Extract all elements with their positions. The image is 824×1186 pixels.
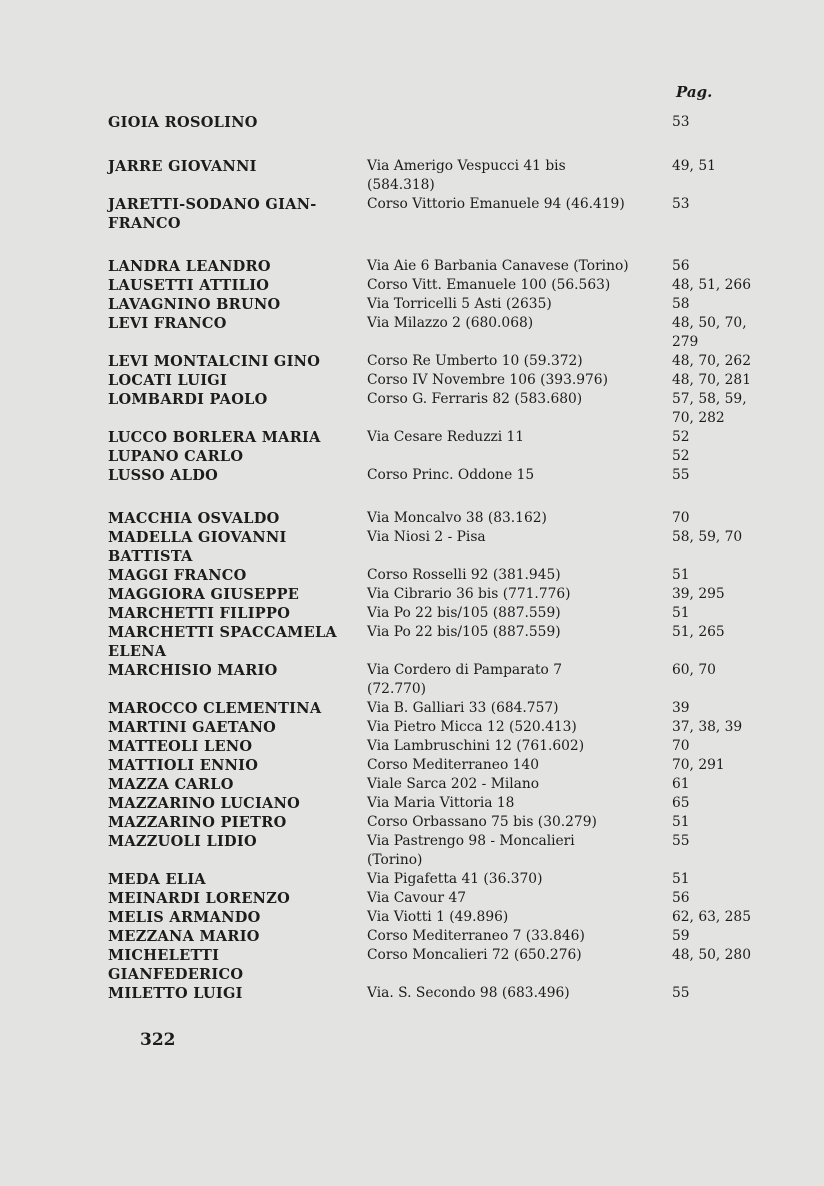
index-row xyxy=(0,585,824,605)
entry-name: MICHELETTI xyxy=(108,947,220,964)
index-row xyxy=(0,870,824,890)
entry-name: MEZZANA MARIO xyxy=(108,928,260,945)
index-row xyxy=(0,775,824,795)
entry-address: (72.770) xyxy=(367,681,427,697)
entry-address: Corso Moncalieri 72 (650.276) xyxy=(367,947,582,963)
entry-address: Via Viotti 1 (49.896) xyxy=(367,909,509,925)
index-row xyxy=(0,699,824,719)
entry-address: Corso Vitt. Emanuele 100 (56.563) xyxy=(367,277,611,293)
entry-name: LANDRA LEANDRO xyxy=(108,258,271,275)
index-row xyxy=(0,547,824,567)
index-row xyxy=(0,509,824,529)
index-row xyxy=(0,984,824,1004)
entry-address: Via Cesare Reduzzi 11 xyxy=(367,429,525,445)
entry-address: Via Cibrario 36 bis (771.776) xyxy=(367,586,571,602)
entry-name: MAZZARINO PIETRO xyxy=(108,814,287,831)
index-row xyxy=(0,851,824,871)
entry-address: Via Pastrengo 98 - Moncalieri xyxy=(367,833,575,849)
entry-pages: 70, 282 xyxy=(672,410,725,426)
entry-address: Corso Re Umberto 10 (59.372) xyxy=(367,353,583,369)
entry-pages: 37, 38, 39 xyxy=(672,719,743,735)
index-row xyxy=(0,352,824,372)
pag-column-label: Pag. xyxy=(676,83,713,101)
index-row xyxy=(0,528,824,548)
entry-address: Corso IV Novembre 106 (393.976) xyxy=(367,372,608,388)
entry-address: Via Lambruschini 12 (761.602) xyxy=(367,738,585,754)
entry-name: MEINARDI LORENZO xyxy=(108,890,291,907)
entry-name: LEVI FRANCO xyxy=(108,315,227,332)
entry-pages: 53 xyxy=(672,114,690,130)
entry-address: (Torino) xyxy=(367,852,423,868)
index-row xyxy=(0,409,824,429)
entry-address: Via Po 22 bis/105 (887.559) xyxy=(367,624,561,640)
index-row xyxy=(0,566,824,586)
entry-pages: 55 xyxy=(672,833,690,849)
entry-pages: 56 xyxy=(672,890,690,906)
index-row xyxy=(0,927,824,947)
index-row xyxy=(0,371,824,391)
entry-pages: 60, 70 xyxy=(672,662,716,678)
entry-name: MARCHETTI SPACCAMELA xyxy=(108,624,337,641)
entry-name: MAZZUOLI LIDIO xyxy=(108,833,257,850)
index-row xyxy=(0,333,824,353)
entry-name: MATTEOLI LENO xyxy=(108,738,253,755)
entry-name: ELENA xyxy=(108,643,167,660)
entry-pages: 48, 70, 262 xyxy=(672,353,751,369)
index-row xyxy=(0,908,824,928)
entry-pages: 49, 51 xyxy=(672,158,716,174)
entry-name: MARTINI GAETANO xyxy=(108,719,277,736)
entry-address: Via Po 22 bis/105 (887.559) xyxy=(367,605,561,621)
entry-name: GIANFEDERICO xyxy=(108,966,244,983)
entry-pages: 48, 51, 266 xyxy=(672,277,751,293)
index-row xyxy=(0,604,824,624)
index-row xyxy=(0,680,824,700)
entry-name: GIOIA ROSOLINO xyxy=(108,114,258,131)
entry-address: Via Moncalvo 38 (83.162) xyxy=(367,510,547,526)
entry-pages: 70, 291 xyxy=(672,757,725,773)
entry-address: Via Aie 6 Barbania Canavese (Torino) xyxy=(367,258,629,274)
entry-pages: 51 xyxy=(672,871,690,887)
entry-pages: 279 xyxy=(672,334,699,350)
entry-address: Via Amerigo Vespucci 41 bis xyxy=(367,158,566,174)
index-row xyxy=(0,447,824,467)
index-row xyxy=(0,276,824,296)
entry-pages: 58 xyxy=(672,296,690,312)
entry-pages: 51 xyxy=(672,605,690,621)
index-row xyxy=(0,737,824,757)
entry-pages: 70 xyxy=(672,738,690,754)
entry-name: MADELLA GIOVANNI xyxy=(108,529,287,546)
entry-name: MELIS ARMANDO xyxy=(108,909,261,926)
entry-address: (584.318) xyxy=(367,177,435,193)
index-row xyxy=(0,889,824,909)
entry-address: Corso Princ. Oddone 15 xyxy=(367,467,535,483)
entry-pages: 56 xyxy=(672,258,690,274)
index-row xyxy=(0,832,824,852)
entry-pages: 52 xyxy=(672,429,690,445)
index-row xyxy=(0,257,824,277)
index-row xyxy=(0,965,824,985)
entry-address: Viale Sarca 202 - Milano xyxy=(367,776,540,792)
page-number: 322 xyxy=(140,1030,176,1050)
entry-pages: 51 xyxy=(672,567,690,583)
entry-name: JARRE GIOVANNI xyxy=(108,158,257,175)
entry-address: Via Cordero di Pamparato 7 xyxy=(367,662,562,678)
entry-name: MAGGIORA GIUSEPPE xyxy=(108,586,300,603)
entry-name: FRANCO xyxy=(108,215,181,232)
entry-pages: 51, 265 xyxy=(672,624,725,640)
entry-address: Via Cavour 47 xyxy=(367,890,467,906)
entry-address: Via Pietro Micca 12 (520.413) xyxy=(367,719,577,735)
entry-name: MAROCCO CLEMENTINA xyxy=(108,700,322,717)
entry-name: MEDA ELIA xyxy=(108,871,206,888)
index-row xyxy=(0,946,824,966)
entry-name: LOMBARDI PAOLO xyxy=(108,391,268,408)
entry-name: LAUSETTI ATTILIO xyxy=(108,277,270,294)
entry-pages: 52 xyxy=(672,448,690,464)
entry-pages: 58, 59, 70 xyxy=(672,529,743,545)
index-row xyxy=(0,661,824,681)
entry-address: Via B. Galliari 33 (684.757) xyxy=(367,700,559,716)
entry-pages: 39, 295 xyxy=(672,586,725,602)
index-row xyxy=(0,113,824,133)
entry-name: LUCCO BORLERA MARIA xyxy=(108,429,321,446)
entry-pages: 55 xyxy=(672,467,690,483)
entry-address: Corso Orbassano 75 bis (30.279) xyxy=(367,814,597,830)
index-row xyxy=(0,466,824,486)
index-row xyxy=(0,157,824,177)
entry-name: MACCHIA OSVALDO xyxy=(108,510,280,527)
entry-address: Corso Vittorio Emanuele 94 (46.419) xyxy=(367,196,625,212)
index-row xyxy=(0,623,824,643)
entry-name: MATTIOLI ENNIO xyxy=(108,757,259,774)
index-row xyxy=(0,195,824,215)
entry-pages: 65 xyxy=(672,795,690,811)
entry-name: MAZZARINO LUCIANO xyxy=(108,795,301,812)
index-row xyxy=(0,314,824,334)
entry-address: Corso Rosselli 92 (381.945) xyxy=(367,567,561,583)
entry-address: Via Pigafetta 41 (36.370) xyxy=(367,871,543,887)
entry-name: LOCATI LUIGI xyxy=(108,372,228,389)
entry-pages: 51 xyxy=(672,814,690,830)
entry-pages: 70 xyxy=(672,510,690,526)
index-row xyxy=(0,794,824,814)
entry-address: Via Niosi 2 - Pisa xyxy=(367,529,486,545)
index-row xyxy=(0,390,824,410)
entry-pages: 39 xyxy=(672,700,690,716)
entry-pages: 59 xyxy=(672,928,690,944)
entry-address: Corso Mediterraneo 7 (33.846) xyxy=(367,928,585,944)
entry-name: BATTISTA xyxy=(108,548,193,565)
index-row xyxy=(0,718,824,738)
index-row xyxy=(0,428,824,448)
entry-address: Via Torricelli 5 Asti (2635) xyxy=(367,296,552,312)
entry-name: MAZZA CARLO xyxy=(108,776,234,793)
entry-name: JARETTI-SODANO GIAN- xyxy=(108,196,317,213)
index-row xyxy=(0,756,824,776)
entry-pages: 48, 50, 280 xyxy=(672,947,751,963)
entry-address: Via Maria Vittoria 18 xyxy=(367,795,515,811)
entry-pages: 55 xyxy=(672,985,690,1001)
entry-address: Via Milazzo 2 (680.068) xyxy=(367,315,534,331)
index-row xyxy=(0,642,824,662)
entry-name: MARCHISIO MARIO xyxy=(108,662,278,679)
entry-name: MAGGI FRANCO xyxy=(108,567,247,584)
entry-address: Via. S. Secondo 98 (683.496) xyxy=(367,985,570,1001)
entry-name: LAVAGNINO BRUNO xyxy=(108,296,281,313)
entry-pages: 48, 70, 281 xyxy=(672,372,751,388)
index-row xyxy=(0,813,824,833)
entry-pages: 62, 63, 285 xyxy=(672,909,751,925)
entry-pages: 61 xyxy=(672,776,690,792)
index-row xyxy=(0,176,824,196)
entry-pages: 57, 58, 59, xyxy=(672,391,747,407)
entry-name: MILETTO LUIGI xyxy=(108,985,243,1002)
entry-pages: 48, 50, 70, xyxy=(672,315,747,331)
index-row xyxy=(0,214,824,234)
entry-name: LEVI MONTALCINI GINO xyxy=(108,353,321,370)
entry-pages: 53 xyxy=(672,196,690,212)
entry-name: LUPANO CARLO xyxy=(108,448,244,465)
entry-address: Corso Mediterraneo 140 xyxy=(367,757,539,773)
index-row xyxy=(0,295,824,315)
entry-address: Corso G. Ferraris 82 (583.680) xyxy=(367,391,583,407)
entry-name: MARCHETTI FILIPPO xyxy=(108,605,291,622)
entry-name: LUSSO ALDO xyxy=(108,467,219,484)
